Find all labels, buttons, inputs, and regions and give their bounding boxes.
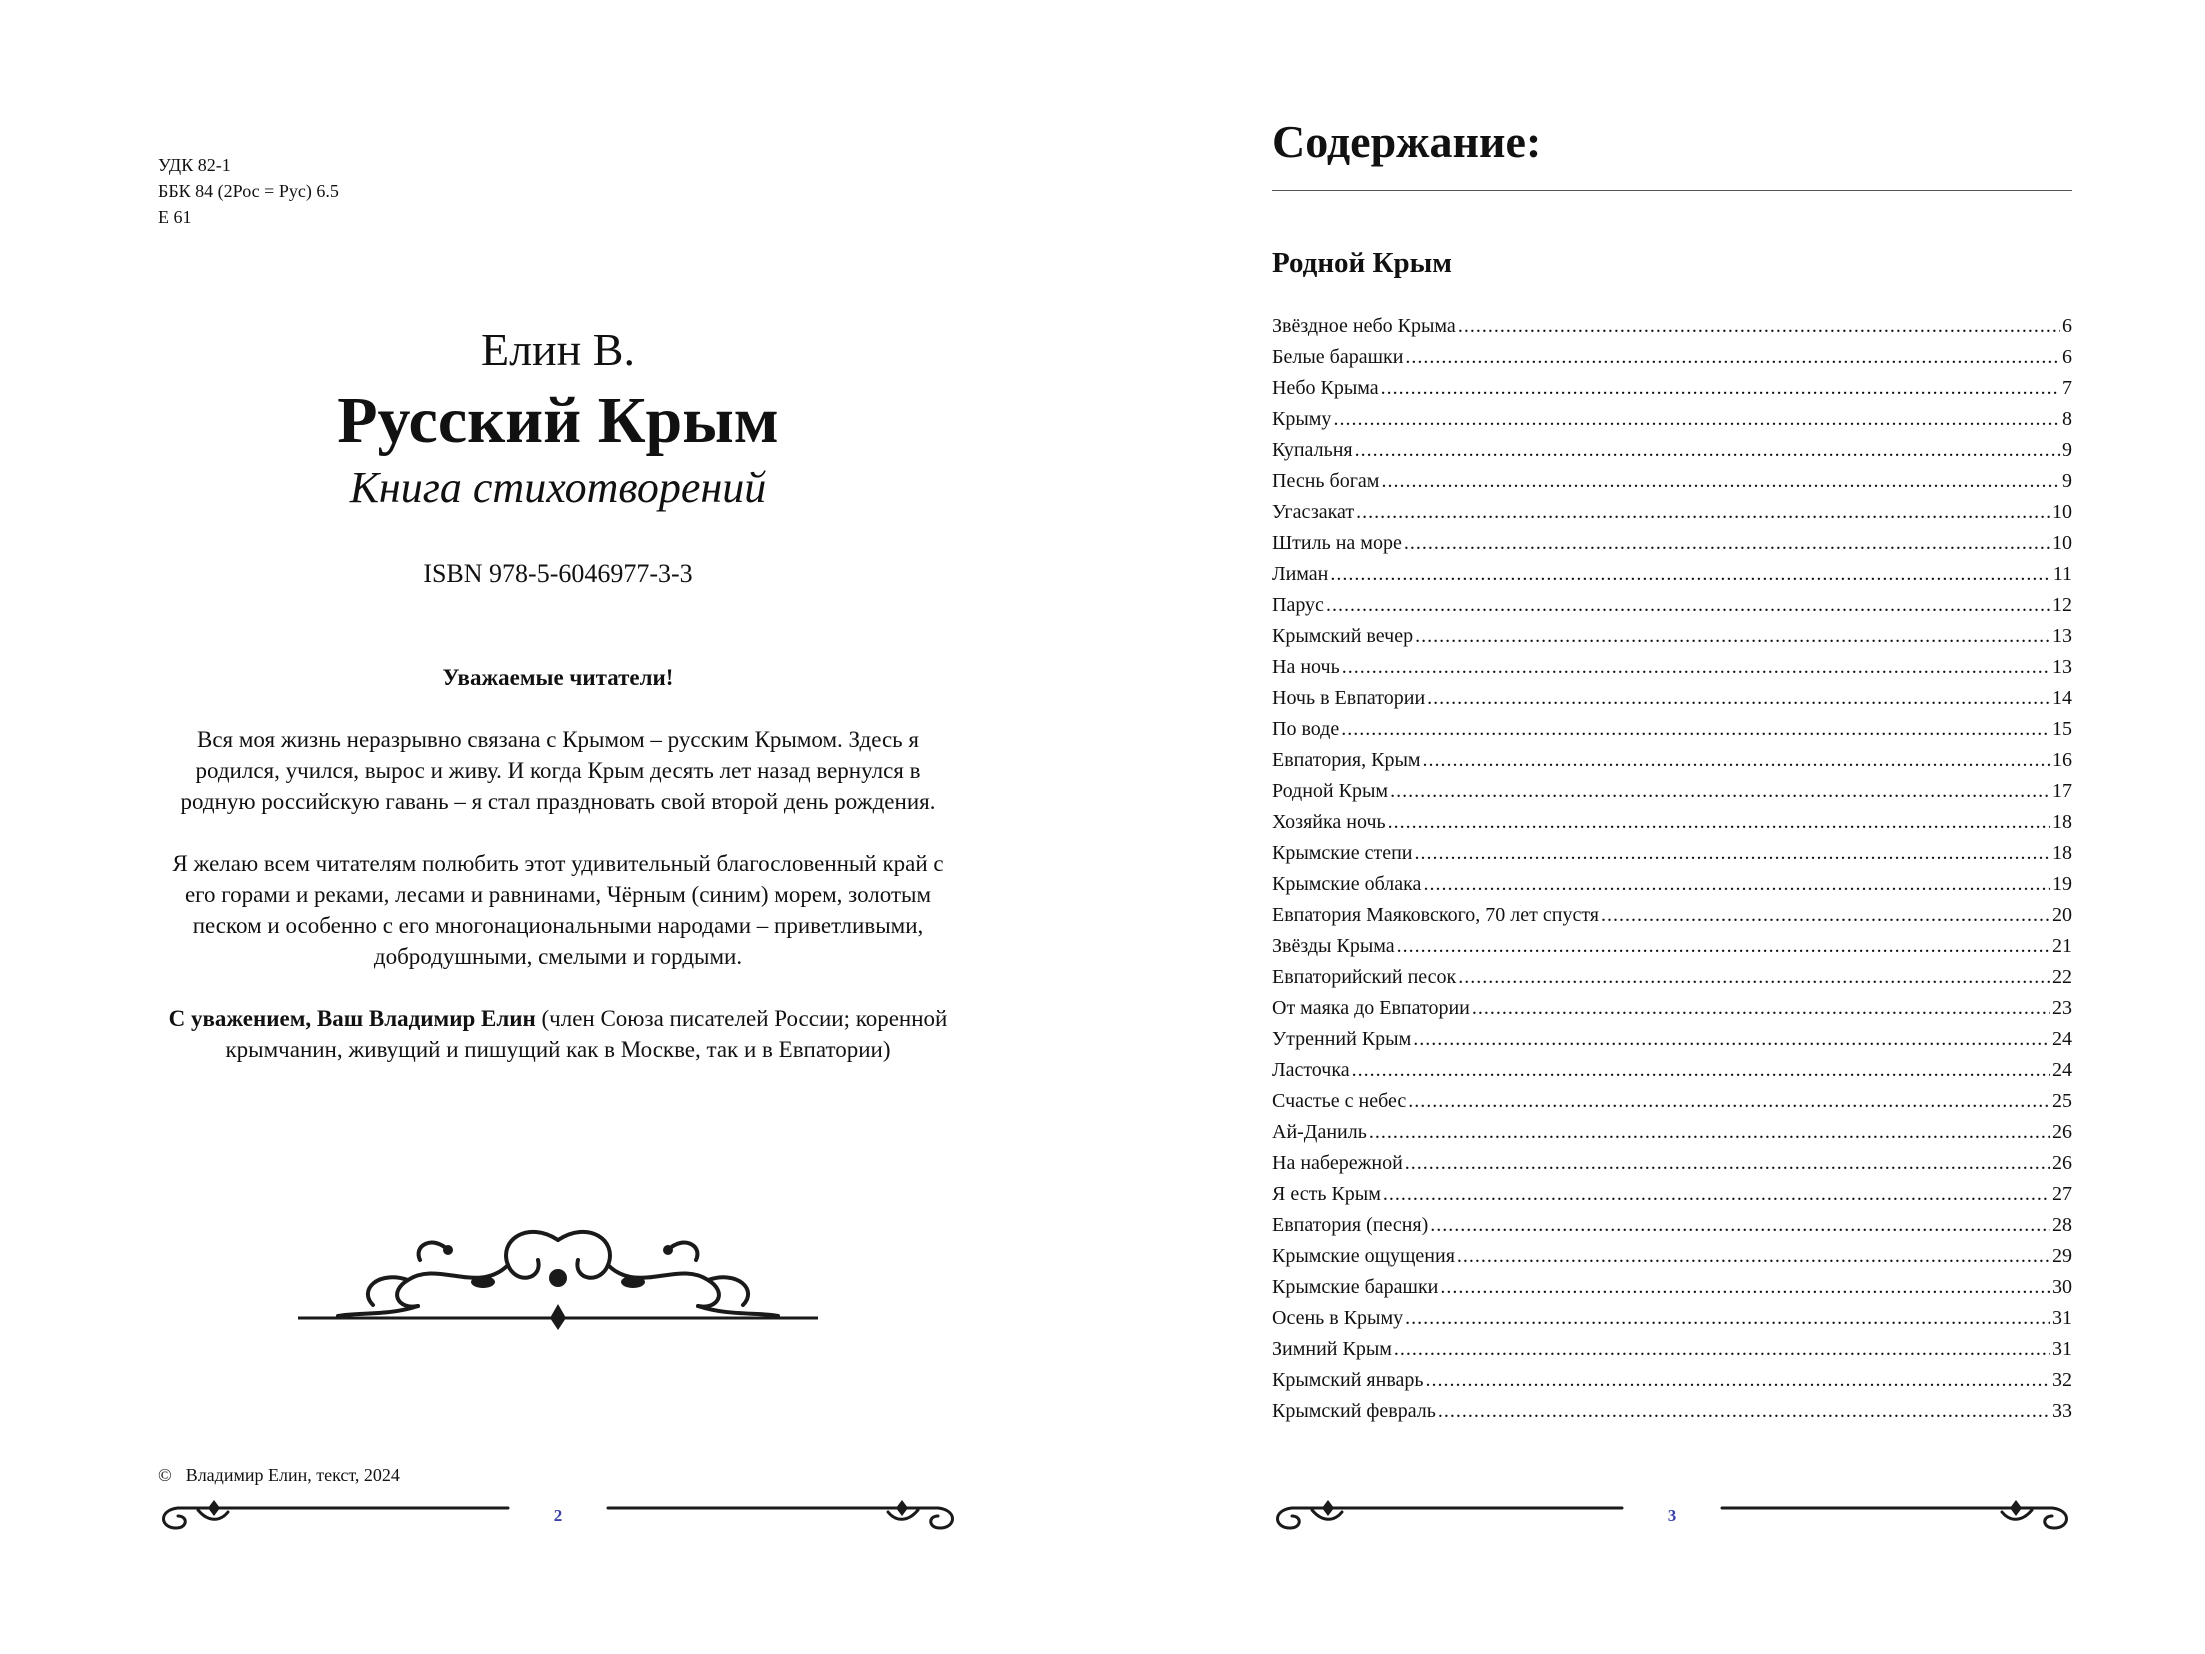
toc-entry-title: Крымские барашки xyxy=(1272,1276,1439,1298)
toc-leader-dots xyxy=(1405,342,2060,373)
toc-entry xyxy=(1272,497,2072,528)
toc-leader-dots xyxy=(1333,404,2060,435)
toc-entry-page: 10 xyxy=(2052,501,2072,523)
right-page xyxy=(1102,0,2205,1654)
toc-entry xyxy=(1272,559,2072,590)
toc-entry xyxy=(1272,1210,2072,1241)
toc-entry-title: Крымские ощущения xyxy=(1272,1245,1455,1267)
floral-ornament-icon xyxy=(298,1220,818,1330)
toc-leader-dots xyxy=(1390,776,2050,807)
toc-entry-title: Купальня xyxy=(1272,439,1353,461)
toc-entry-page: 17 xyxy=(2052,780,2072,802)
toc-entry-page: 16 xyxy=(2052,749,2072,771)
classification-codes xyxy=(158,152,339,230)
toc-entry-title: Евпатория Маяковского, 70 лет спустя xyxy=(1272,904,1600,926)
toc-entry-title: Песнь богам xyxy=(1272,470,1380,492)
contents-heading: Содержание: xyxy=(1272,116,1542,167)
contents-list xyxy=(1272,311,2072,1427)
copyright-text: Владимир Елин, текст, 2024 xyxy=(185,1465,400,1485)
toc-leader-dots xyxy=(1408,1086,2050,1117)
toc-entry-page: 27 xyxy=(2052,1183,2072,1205)
toc-entry-title: Крымский вечер xyxy=(1272,625,1414,647)
toc-entry-title: Я есть Крым xyxy=(1272,1183,1381,1205)
toc-entry-page: 26 xyxy=(2052,1121,2072,1143)
page-footer xyxy=(1272,1488,2072,1538)
toc-entry-page: 12 xyxy=(2052,594,2072,616)
toc-entry-page: 7 xyxy=(2062,377,2072,399)
toc-entry-title: Евпаторийский песок xyxy=(1272,966,1457,988)
toc-entry-page: 15 xyxy=(2052,718,2072,740)
toc-leader-dots xyxy=(1352,1055,2050,1086)
toc-entry-page: 21 xyxy=(2052,935,2072,957)
toc-leader-dots xyxy=(1405,1303,2050,1334)
toc-leader-dots xyxy=(1341,714,2050,745)
toc-leader-dots xyxy=(1440,1272,2050,1303)
toc-leader-dots xyxy=(1356,497,2050,528)
toc-leader-dots xyxy=(1355,435,2060,466)
toc-entry xyxy=(1272,931,2072,962)
toc-entry xyxy=(1272,373,2072,404)
toc-entry-page: 25 xyxy=(2052,1090,2072,1112)
isbn: ISBN 978-5-6046977-3-3 xyxy=(423,559,693,588)
toc-leader-dots xyxy=(1342,652,2050,683)
toc-entry xyxy=(1272,1396,2072,1427)
toc-entry-title: На ночь xyxy=(1272,656,1340,678)
toc-entry-title: Хозяйка ночь xyxy=(1272,811,1386,833)
toc-entry xyxy=(1272,1303,2072,1334)
toc-leader-dots xyxy=(1388,807,2050,838)
toc-leader-dots xyxy=(1413,1024,2050,1055)
toc-entry-title: Звёзды Крыма xyxy=(1272,935,1395,957)
signature-name: С уважением, Ваш Владимир Елин xyxy=(168,1006,536,1031)
toc-entry xyxy=(1272,807,2072,838)
toc-entry-title: Крымский январь xyxy=(1272,1369,1424,1391)
toc-leader-dots xyxy=(1423,745,2050,776)
toc-entry xyxy=(1272,621,2072,652)
toc-entry-title: Евпатория (песня) xyxy=(1272,1214,1429,1236)
toc-entry-title: Утренний Крым xyxy=(1272,1028,1412,1050)
copyright-sign: © xyxy=(158,1465,172,1485)
toc-entry-title: Осень в Крыму xyxy=(1272,1307,1404,1329)
toc-entry xyxy=(1272,1117,2072,1148)
foreword-paragraph-1: Вся моя жизнь неразрывно связана с Крымом – русским Крымом. Здесь я родился, учился, вырос и живу. И когда Крым десять лет назад вернулся в родную российскую гавань – я стал праздновать свой второй день рождения. xyxy=(180,727,936,814)
toc-entry-title: Ай-Даниль xyxy=(1272,1121,1367,1143)
toc-entry-page: 33 xyxy=(2052,1400,2072,1422)
author-name: Елин В. xyxy=(481,324,635,375)
toc-leader-dots xyxy=(1404,528,2050,559)
toc-entry-page: 30 xyxy=(2052,1276,2072,1298)
toc-entry-title: Крымский февраль xyxy=(1272,1400,1436,1422)
foreword-paragraph-2: Я желаю всем читателям полюбить этот удивительный благословенный край с его горами и реками, лесами и равнинами, Чёрным (синим) морем, золотым песком и особенно с его многонациональными народами – приветливыми, добродушными, смелыми и гордыми. xyxy=(172,851,944,969)
toc-leader-dots xyxy=(1381,373,2060,404)
toc-entry xyxy=(1272,1179,2072,1210)
toc-entry-title: Штиль на море xyxy=(1272,532,1402,554)
toc-entry-title: Ночь в Евпатории xyxy=(1272,687,1426,709)
left-page xyxy=(0,0,1102,1654)
toc-entry xyxy=(1272,993,2072,1024)
toc-leader-dots xyxy=(1472,993,2050,1024)
signature-details: (член Союза писателей России; коренной крымчанин, живущий и пишущий как в Москве, так и в Евпатории) xyxy=(225,1006,948,1062)
toc-leader-dots xyxy=(1458,962,2050,993)
toc-entry xyxy=(1272,683,2072,714)
toc-entry xyxy=(1272,745,2072,776)
toc-entry-page: 24 xyxy=(2052,1028,2072,1050)
toc-entry-page: 6 xyxy=(2062,315,2072,337)
toc-entry-page: 32 xyxy=(2052,1369,2072,1391)
toc-entry xyxy=(1272,404,2072,435)
bbk-code: ББК 84 (2Рос = Рус) 6.5 xyxy=(158,181,339,201)
toc-entry-page: 28 xyxy=(2052,1214,2072,1236)
toc-entry-title: Небо Крыма xyxy=(1272,377,1379,399)
toc-leader-dots xyxy=(1427,683,2050,714)
toc-entry-page: 10 xyxy=(2052,532,2072,554)
toc-entry-title: Белые барашки xyxy=(1272,346,1404,368)
foreword xyxy=(158,662,958,1096)
greeting: Уважаемые читатели! xyxy=(442,665,674,690)
toc-entry-page: 24 xyxy=(2052,1059,2072,1081)
toc-entry xyxy=(1272,1241,2072,1272)
toc-entry-page: 26 xyxy=(2052,1152,2072,1174)
page-number: 3 xyxy=(1667,1506,1677,1525)
book-title: Русский Крым xyxy=(337,384,779,457)
toc-entry xyxy=(1272,311,2072,342)
section-heading: Родной Крым xyxy=(1272,247,1453,279)
toc-entry-page: 9 xyxy=(2062,470,2072,492)
toc-leader-dots xyxy=(1426,1365,2050,1396)
toc-entry-page: 9 xyxy=(2062,439,2072,461)
toc-leader-dots xyxy=(1394,1334,2050,1365)
toc-entry xyxy=(1272,1055,2072,1086)
toc-entry-page: 31 xyxy=(2052,1307,2072,1329)
toc-entry xyxy=(1272,342,2072,373)
toc-entry-title: Родной Крым xyxy=(1272,780,1389,802)
toc-entry xyxy=(1272,714,2072,745)
toc-leader-dots xyxy=(1330,559,2050,590)
toc-leader-dots xyxy=(1326,590,2050,621)
toc-entry-page: 13 xyxy=(2052,625,2072,647)
toc-entry-page: 11 xyxy=(2052,563,2072,585)
toc-entry-title: На набережной xyxy=(1272,1152,1403,1174)
toc-entry xyxy=(1272,1334,2072,1365)
toc-entry xyxy=(1272,962,2072,993)
book-subtitle: Книга стихотворений xyxy=(349,463,767,512)
toc-entry xyxy=(1272,1148,2072,1179)
toc-entry-page: 18 xyxy=(2052,811,2072,833)
author-mark: Е 61 xyxy=(158,207,192,227)
toc-leader-dots xyxy=(1457,1241,2050,1272)
toc-entry-page: 20 xyxy=(2052,904,2072,926)
udk-code: УДК 82-1 xyxy=(158,155,231,175)
toc-entry xyxy=(1272,590,2072,621)
toc-entry-page: 19 xyxy=(2052,873,2072,895)
toc-entry-title: Звёздное небо Крыма xyxy=(1272,315,1456,337)
toc-leader-dots xyxy=(1430,1210,2050,1241)
toc-entry-page: 22 xyxy=(2052,966,2072,988)
toc-entry-title: Парус xyxy=(1272,594,1324,616)
toc-entry xyxy=(1272,1272,2072,1303)
toc-entry xyxy=(1272,1086,2072,1117)
title-block xyxy=(158,322,958,590)
toc-entry-title: Крымские облака xyxy=(1272,873,1422,895)
toc-entry xyxy=(1272,1024,2072,1055)
toc-leader-dots xyxy=(1601,900,2050,931)
toc-leader-dots xyxy=(1458,311,2060,342)
toc-entry-title: Крымские степи xyxy=(1272,842,1413,864)
toc-entry-title: Лиман xyxy=(1272,563,1329,585)
heading-rule xyxy=(1272,190,2072,191)
toc-leader-dots xyxy=(1405,1148,2050,1179)
toc-entry-title: По воде xyxy=(1272,718,1340,740)
toc-leader-dots xyxy=(1423,869,2050,900)
toc-entry-page: 6 xyxy=(2062,346,2072,368)
page-number: 2 xyxy=(553,1506,563,1525)
toc-entry-title: От маяка до Евпатории xyxy=(1272,997,1470,1019)
toc-entry xyxy=(1272,776,2072,807)
toc-entry-title: Евпатория, Крым xyxy=(1272,749,1421,771)
toc-entry-title: Ласточка xyxy=(1272,1059,1350,1081)
toc-entry xyxy=(1272,652,2072,683)
toc-leader-dots xyxy=(1438,1396,2050,1427)
toc-entry-title: Счастье с небес xyxy=(1272,1090,1407,1112)
toc-leader-dots xyxy=(1369,1117,2050,1148)
toc-leader-dots xyxy=(1415,621,2050,652)
toc-entry-page: 8 xyxy=(2062,408,2072,430)
copyright xyxy=(158,1463,400,1487)
signature xyxy=(158,1003,958,1065)
page-footer xyxy=(158,1488,958,1538)
toc-entry-page: 13 xyxy=(2052,656,2072,678)
toc-entry xyxy=(1272,466,2072,497)
toc-entry-page: 18 xyxy=(2052,842,2072,864)
toc-entry xyxy=(1272,435,2072,466)
toc-leader-dots xyxy=(1383,1179,2050,1210)
toc-entry-page: 31 xyxy=(2052,1338,2072,1360)
toc-leader-dots xyxy=(1397,931,2050,962)
toc-leader-dots xyxy=(1415,838,2050,869)
toc-entry-title: Крыму xyxy=(1272,408,1332,430)
toc-entry-title: Зимний Крым xyxy=(1272,1338,1392,1360)
toc-entry xyxy=(1272,838,2072,869)
toc-entry xyxy=(1272,528,2072,559)
toc-entry xyxy=(1272,1365,2072,1396)
toc-entry xyxy=(1272,869,2072,900)
toc-leader-dots xyxy=(1381,466,2060,497)
toc-entry-page: 14 xyxy=(2052,687,2072,709)
toc-entry-title: Угасзакат xyxy=(1272,501,1355,523)
toc-entry-page: 29 xyxy=(2052,1245,2072,1267)
toc-entry xyxy=(1272,900,2072,931)
toc-entry-page: 23 xyxy=(2052,997,2072,1019)
